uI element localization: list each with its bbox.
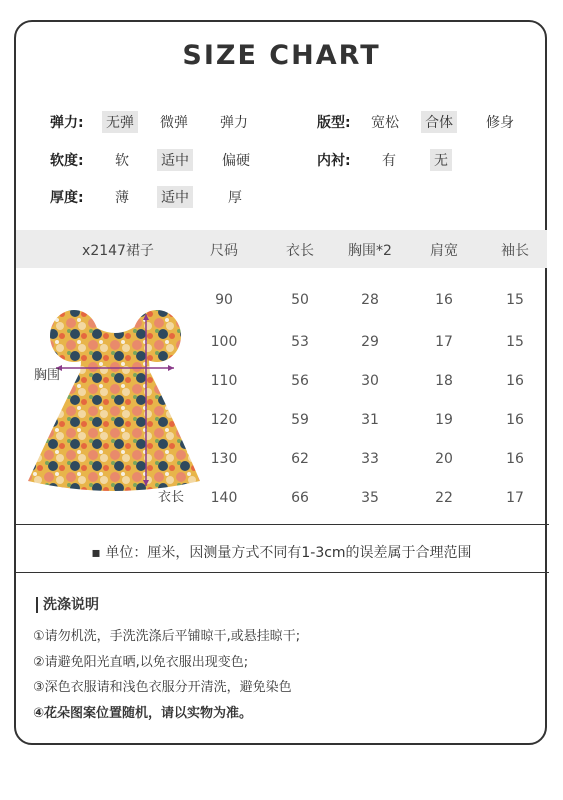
- table-cell: 17: [506, 490, 524, 506]
- table-cell: 29: [361, 334, 379, 350]
- table-cell: 19: [435, 412, 453, 428]
- dress-illustration: [22, 296, 207, 506]
- table-header-cell: 胸围*2: [348, 243, 392, 259]
- table-cell: 20: [435, 451, 453, 467]
- attr-option: 适中: [157, 149, 193, 171]
- attr-option: 微弹: [160, 115, 188, 131]
- wash-item: ③深色衣服请和浅色衣服分开清洗，避免染色: [33, 680, 292, 695]
- table-cell: 50: [291, 292, 309, 308]
- attr-option: 软: [115, 153, 129, 169]
- table-cell: 35: [361, 490, 379, 506]
- wash-item: ④花朵图案位置随机，请以实物为准。: [33, 706, 253, 721]
- table-cell: 90: [215, 292, 233, 308]
- table-cell: 53: [291, 334, 309, 350]
- attr-option: 修身: [486, 115, 514, 131]
- table-cell: 130: [210, 451, 238, 467]
- attr-option: 厚: [228, 190, 242, 206]
- table-cell: 33: [361, 451, 379, 467]
- attr-label-elasticity: 弹力:: [50, 115, 84, 131]
- table-cell: 16: [506, 412, 524, 428]
- attr-option: 无: [430, 149, 452, 171]
- table-cell: 18: [435, 373, 453, 389]
- wash-item: ②请避免阳光直晒,以免衣服出现变色;: [33, 655, 249, 670]
- attr-option: 偏硬: [222, 153, 250, 169]
- attr-option: 无弹: [102, 111, 138, 133]
- wash-item: ①请勿机洗，手洗洗涤后平铺晾干,或悬挂晾干;: [33, 629, 301, 644]
- table-cell: 110: [210, 373, 238, 389]
- table-cell: 28: [361, 292, 379, 308]
- attr-label-lining: 内衬:: [317, 153, 351, 169]
- divider: [16, 524, 549, 525]
- attr-option: 合体: [421, 111, 457, 133]
- attr-option: 适中: [157, 186, 193, 208]
- attr-label-softness: 软度:: [50, 153, 84, 169]
- attr-label-fit: 版型:: [317, 115, 351, 131]
- page-title: SIZE CHART: [182, 40, 381, 71]
- table-header-cell: x2147裙子: [82, 243, 154, 259]
- table-cell: 15: [506, 334, 524, 350]
- table-cell: 16: [506, 451, 524, 467]
- divider: [16, 572, 549, 573]
- table-header-cell: 肩宽: [430, 243, 458, 259]
- table-cell: 59: [291, 412, 309, 428]
- attr-option: 弹力: [220, 115, 248, 131]
- table-header-cell: 尺码: [210, 243, 238, 259]
- table-cell: 31: [361, 412, 379, 428]
- unit-note: ▪ 单位：厘米，因测量方式不同有1-3cm的误差属于合理范围: [91, 545, 472, 561]
- table-cell: 100: [210, 334, 238, 350]
- table-cell: 56: [291, 373, 309, 389]
- table-cell: 16: [506, 373, 524, 389]
- table-cell: 16: [435, 292, 453, 308]
- table-cell: 15: [506, 292, 524, 308]
- chest-label: 胸围: [34, 368, 61, 383]
- attr-option: 有: [382, 153, 396, 169]
- table-cell: 120: [210, 412, 238, 428]
- table-cell: 30: [361, 373, 379, 389]
- table-cell: 66: [291, 490, 309, 506]
- attr-option: 薄: [115, 190, 129, 206]
- table-cell: 140: [210, 490, 238, 506]
- table-header-cell: 袖长: [501, 243, 529, 259]
- table-cell: 17: [435, 334, 453, 350]
- attr-label-thickness: 厚度:: [50, 190, 84, 206]
- table-cell: 62: [291, 451, 309, 467]
- length-label: 衣长: [158, 490, 185, 505]
- wash-title: 洗涤说明: [36, 597, 99, 613]
- attr-option: 宽松: [371, 115, 399, 131]
- table-header-cell: 衣长: [286, 243, 314, 259]
- table-cell: 22: [435, 490, 453, 506]
